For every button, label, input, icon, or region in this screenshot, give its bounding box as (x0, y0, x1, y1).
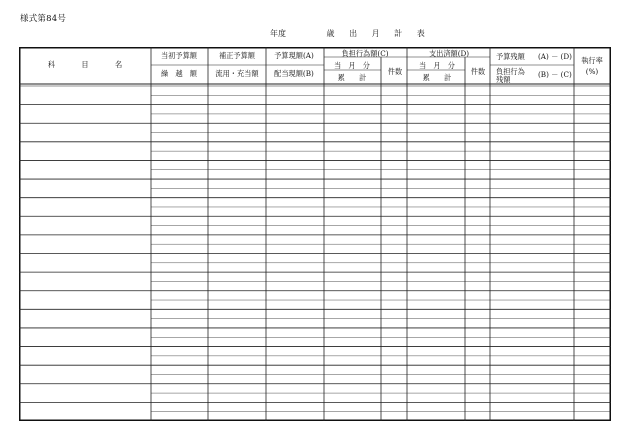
header-current-budget: 予算現額(A) (274, 51, 314, 60)
document-title (270, 28, 431, 39)
header-commitment-month: 当 月 分 (334, 61, 370, 70)
header-expenditure-month: 当 月 分 (419, 61, 455, 70)
header-carryover: 繰 越 額 (161, 69, 197, 78)
header-commitment-remaining-formula: (B) － (C) (538, 70, 572, 79)
header-remaining-budget: 予算残額 (496, 52, 525, 61)
header-expenditure: 支出済額(D) (428, 49, 470, 58)
header-expenditure-count: 件数 (470, 67, 486, 76)
form-number: 様式第84号 (20, 14, 67, 24)
header-commitment: 負担行為額(C) (341, 49, 389, 58)
header-commitment-remaining: 負担行為 残額 (496, 67, 525, 85)
header-initial-budget: 当初予算額 (161, 51, 197, 60)
table-border (20, 48, 611, 421)
header-supplementary: 補正予算額 (219, 51, 255, 60)
header-execution-rate-unit: (%) (585, 67, 599, 76)
ledger-grid (19, 47, 611, 421)
report-name: 歳 出 月 計 表 (326, 29, 431, 38)
header-commitment-cumulative: 累 計 (337, 73, 367, 82)
expenditure-ledger-table (19, 47, 611, 421)
header-subject: 科 目 名 (47, 60, 127, 69)
header-remaining-formula: (A) － (D) (538, 52, 572, 61)
header-execution-rate: 執行率 (581, 56, 603, 65)
header-expenditure-cumulative: 累 計 (422, 73, 452, 82)
header-allocated: 配当現額(B) (274, 69, 314, 78)
fiscal-year-label: 年度 (270, 29, 286, 38)
header-diversion: 流用・充当額 (215, 69, 259, 78)
header-commitment-count: 件数 (387, 67, 403, 76)
